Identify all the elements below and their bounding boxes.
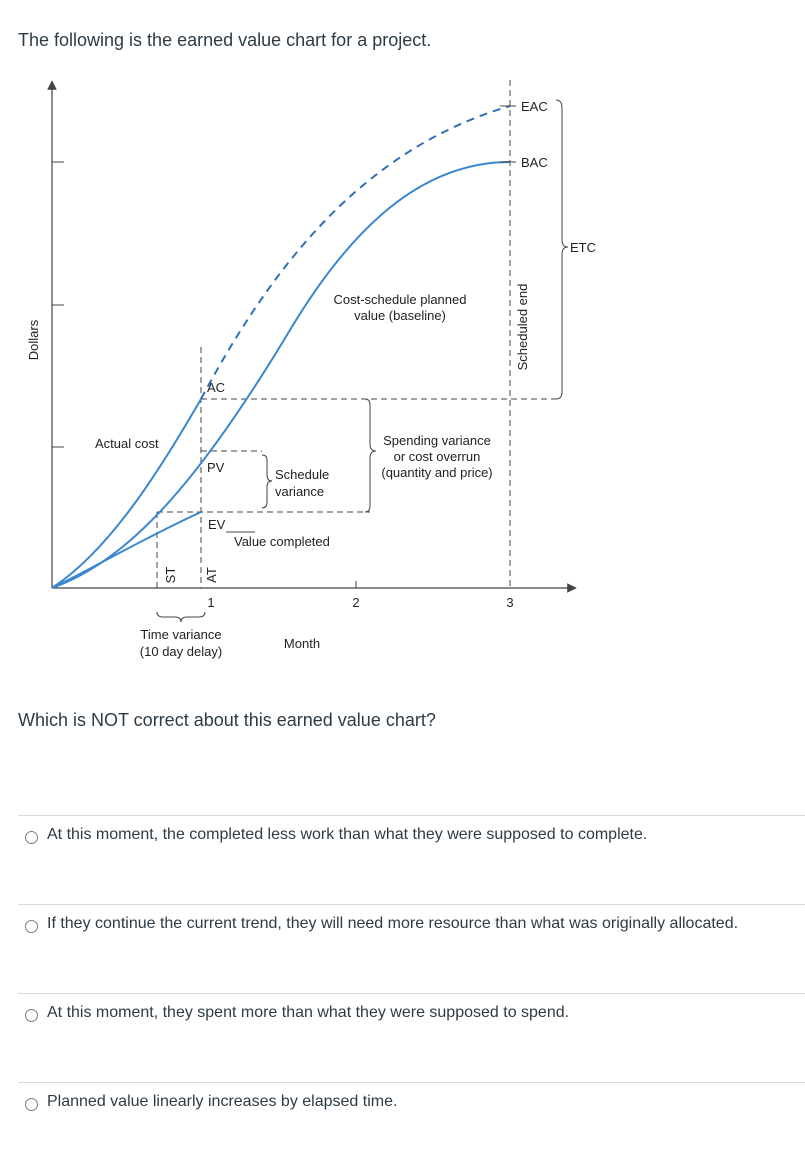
answer-option-2[interactable] [18,904,805,993]
tick-label-3: 3 [506,595,514,610]
time-variance-line1: Time variance [140,627,222,642]
eac-label: EAC [521,99,548,114]
schedule-variance-line1: Schedule [275,467,330,482]
answer-option-4[interactable] [18,1082,805,1171]
schedule-variance-brace [262,455,272,508]
question-text: Which is NOT correct about this earned value chart? [18,710,436,730]
answer-option-3[interactable] [18,993,805,1082]
ac-label: AC [207,380,226,395]
eac-projection-curve [201,106,510,399]
answer-label[interactable]: If they continue the current trend, they will need more resource than what was originally allocated. [47,915,739,932]
etc-label: ETC [570,240,596,255]
st-label: ST [163,566,178,584]
answer-option-1[interactable] [18,815,805,904]
tick-label-1: 1 [207,595,215,610]
bac-label: BAC [521,155,548,170]
value-completed-label: Value completed [234,534,330,549]
scheduled-end-label: Scheduled end [515,283,530,371]
etc-brace [556,100,568,399]
answer-list [18,815,805,1171]
tick-label-2: 2 [352,595,360,610]
spending-variance-line1: Spending variance [383,433,491,448]
ev-label: EV [208,517,226,532]
answer-label[interactable]: At this moment, the completed less work than what they were supposed to complete. [47,826,648,843]
actual-cost-curve [52,399,201,588]
y-axis-label: Dollars [26,319,41,361]
time-variance-brace [157,612,205,622]
spending-variance-line3: (quantity and price) [381,465,493,480]
radio-button[interactable] [25,1009,38,1022]
radio-button[interactable] [25,1098,38,1111]
spending-variance-line2: or cost overrun [393,449,481,464]
earned-value-diagram [0,75,805,675]
actual-cost-label: Actual cost [95,436,159,451]
schedule-variance-line2: variance [275,484,325,499]
at-label: AT [204,567,219,583]
radio-button[interactable] [25,920,38,933]
answer-label[interactable]: Planned value linearly increases by elapsed time. [47,1093,398,1110]
pv-label: PV [207,460,225,475]
baseline-label-line1: Cost-schedule planned [333,292,467,307]
answer-label[interactable]: At this moment, they spent more than what they were supposed to spend. [47,1004,570,1021]
intro-text: The following is the earned value chart for a project. [18,30,432,50]
baseline-label-line2: value (baseline) [354,308,446,323]
baseline-curve [52,162,510,588]
time-variance-line2: (10 day delay) [139,644,223,659]
x-axis-label: Month [283,636,321,651]
spending-variance-brace [365,399,376,512]
earned-value-curve [52,512,201,588]
radio-button[interactable] [25,831,38,844]
